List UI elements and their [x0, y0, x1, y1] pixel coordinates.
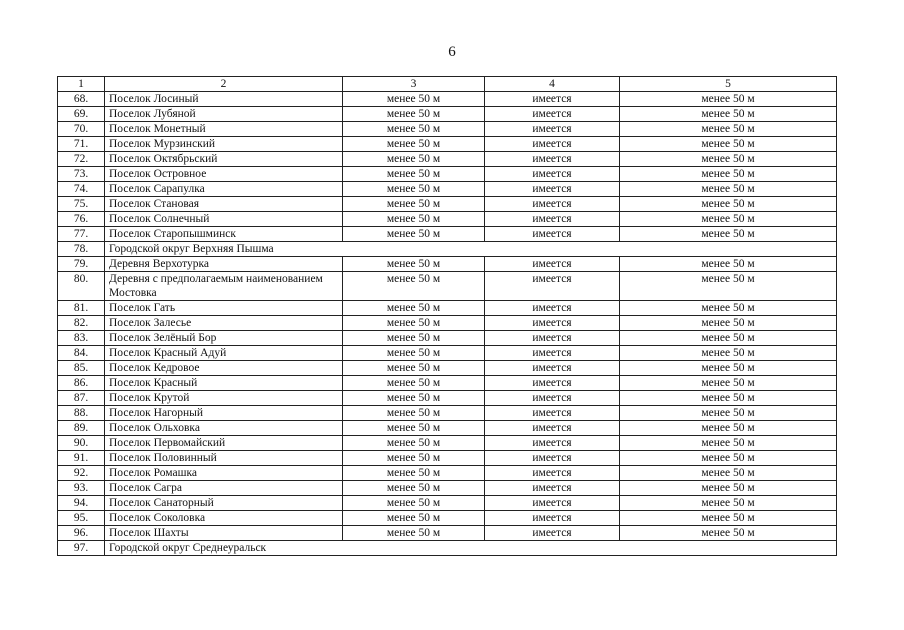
settlement-name-cell: Поселок Первомайский: [105, 436, 343, 451]
table-body: [58, 92, 837, 556]
availability-cell: имеется: [485, 167, 620, 182]
distance-cell: менее 50 м: [343, 92, 485, 107]
table-row: [58, 361, 837, 376]
row-number-cell: 71.: [58, 137, 105, 152]
availability-cell: имеется: [485, 436, 620, 451]
table-row: [58, 331, 837, 346]
distance-cell: менее 50 м: [343, 361, 485, 376]
table-row: [58, 436, 837, 451]
settlement-name-cell: Поселок Санаторный: [105, 496, 343, 511]
row-number-cell: 93.: [58, 481, 105, 496]
settlement-name-cell: Поселок Кедровое: [105, 361, 343, 376]
row-number-cell: 70.: [58, 122, 105, 137]
distance-cell: менее 50 м: [343, 421, 485, 436]
settlement-name-cell: Поселок Становая: [105, 197, 343, 212]
settlement-name-cell: Поселок Красный Адуй: [105, 346, 343, 361]
row-number-cell: 97.: [58, 541, 105, 556]
table-row: [58, 257, 837, 272]
distance-cell-2: менее 50 м: [620, 137, 837, 152]
distance-cell: менее 50 м: [343, 301, 485, 316]
distance-cell-2: менее 50 м: [620, 212, 837, 227]
distance-cell: менее 50 м: [343, 137, 485, 152]
table-row: [58, 182, 837, 197]
row-number-cell: 72.: [58, 152, 105, 167]
settlement-name-cell: Поселок Зелёный Бор: [105, 331, 343, 346]
distance-cell: менее 50 м: [343, 466, 485, 481]
distance-cell-2: менее 50 м: [620, 122, 837, 137]
settlement-name-cell: Поселок Октябрьский: [105, 152, 343, 167]
table-row: [58, 406, 837, 421]
availability-cell: имеется: [485, 391, 620, 406]
table-row: [58, 511, 837, 526]
availability-cell: имеется: [485, 152, 620, 167]
distance-cell-2: менее 50 м: [620, 466, 837, 481]
distance-cell: менее 50 м: [343, 376, 485, 391]
settlement-name-cell: Поселок Красный: [105, 376, 343, 391]
row-number-cell: 83.: [58, 331, 105, 346]
settlement-name-cell: Поселок Соколовка: [105, 511, 343, 526]
distance-cell-2: менее 50 м: [620, 227, 837, 242]
settlement-name-cell: Поселок Мурзинский: [105, 137, 343, 152]
table-row: [58, 526, 837, 541]
distance-cell-2: менее 50 м: [620, 316, 837, 331]
row-number-cell: 87.: [58, 391, 105, 406]
row-number-cell: 82.: [58, 316, 105, 331]
distance-cell-2: менее 50 м: [620, 361, 837, 376]
distance-cell-2: менее 50 м: [620, 346, 837, 361]
table-section-row: [58, 541, 837, 556]
table-row: [58, 496, 837, 511]
availability-cell: имеется: [485, 496, 620, 511]
row-number-cell: 73.: [58, 167, 105, 182]
settlement-name-cell: Деревня с предполагаемым наименованием Мостовка: [105, 272, 343, 301]
distance-cell: менее 50 м: [343, 227, 485, 242]
settlement-name-cell: Поселок Половинный: [105, 451, 343, 466]
row-number-cell: 86.: [58, 376, 105, 391]
table-row: [58, 122, 837, 137]
column-header: 3: [343, 77, 485, 92]
row-number-cell: 78.: [58, 242, 105, 257]
row-number-cell: 81.: [58, 301, 105, 316]
section-title-cell: Городской округ Среднеуральск: [105, 541, 837, 556]
availability-cell: имеется: [485, 481, 620, 496]
distance-cell: менее 50 м: [343, 496, 485, 511]
settlement-name-cell: Поселок Нагорный: [105, 406, 343, 421]
table-row: [58, 301, 837, 316]
table-row: [58, 346, 837, 361]
distance-cell: менее 50 м: [343, 212, 485, 227]
settlement-name-cell: Поселок Ромашка: [105, 466, 343, 481]
distance-cell: менее 50 м: [343, 316, 485, 331]
table-row: [58, 272, 837, 301]
distance-cell: менее 50 м: [343, 346, 485, 361]
table-row: [58, 316, 837, 331]
availability-cell: имеется: [485, 301, 620, 316]
table-row: [58, 212, 837, 227]
settlement-name-cell: Поселок Лубяной: [105, 107, 343, 122]
distance-cell: менее 50 м: [343, 391, 485, 406]
distance-cell-2: менее 50 м: [620, 511, 837, 526]
availability-cell: имеется: [485, 451, 620, 466]
table-row: [58, 481, 837, 496]
distance-cell: менее 50 м: [343, 451, 485, 466]
distance-cell-2: менее 50 м: [620, 152, 837, 167]
settlement-name-cell: Поселок Крутой: [105, 391, 343, 406]
table-row: [58, 92, 837, 107]
distance-cell-2: менее 50 м: [620, 496, 837, 511]
table-row: [58, 391, 837, 406]
distance-cell: менее 50 м: [343, 167, 485, 182]
table-row: [58, 466, 837, 481]
distance-cell-2: менее 50 м: [620, 107, 837, 122]
table-row: [58, 451, 837, 466]
settlement-name-cell: Поселок Монетный: [105, 122, 343, 137]
row-number-cell: 75.: [58, 197, 105, 212]
distance-cell: менее 50 м: [343, 511, 485, 526]
row-number-cell: 80.: [58, 272, 105, 301]
availability-cell: имеется: [485, 511, 620, 526]
distance-cell: менее 50 м: [343, 481, 485, 496]
availability-cell: имеется: [485, 331, 620, 346]
distance-cell: менее 50 м: [343, 107, 485, 122]
availability-cell: имеется: [485, 526, 620, 541]
availability-cell: имеется: [485, 122, 620, 137]
settlement-name-cell: Поселок Солнечный: [105, 212, 343, 227]
availability-cell: имеется: [485, 361, 620, 376]
settlement-name-cell: Поселок Старопышминск: [105, 227, 343, 242]
distance-cell-2: менее 50 м: [620, 197, 837, 212]
availability-cell: имеется: [485, 107, 620, 122]
row-number-cell: 90.: [58, 436, 105, 451]
row-number-cell: 88.: [58, 406, 105, 421]
distance-cell-2: менее 50 м: [620, 92, 837, 107]
table-row: [58, 197, 837, 212]
column-header: 1: [58, 77, 105, 92]
distance-cell-2: менее 50 м: [620, 481, 837, 496]
row-number-cell: 96.: [58, 526, 105, 541]
settlement-name-cell: Поселок Гать: [105, 301, 343, 316]
row-number-cell: 85.: [58, 361, 105, 376]
distance-cell: менее 50 м: [343, 331, 485, 346]
availability-cell: имеется: [485, 421, 620, 436]
distance-cell: менее 50 м: [343, 406, 485, 421]
settlement-name-cell: Деревня Верхотурка: [105, 257, 343, 272]
row-number-cell: 94.: [58, 496, 105, 511]
availability-cell: имеется: [485, 316, 620, 331]
distance-cell-2: менее 50 м: [620, 451, 837, 466]
table-row: [58, 421, 837, 436]
distance-cell: менее 50 м: [343, 152, 485, 167]
distance-cell-2: менее 50 м: [620, 391, 837, 406]
row-number-cell: 68.: [58, 92, 105, 107]
table-row: [58, 376, 837, 391]
row-number-cell: 95.: [58, 511, 105, 526]
distance-cell: менее 50 м: [343, 197, 485, 212]
distance-cell-2: менее 50 м: [620, 182, 837, 197]
settlement-name-cell: Поселок Сарапулка: [105, 182, 343, 197]
distance-cell-2: менее 50 м: [620, 421, 837, 436]
distance-cell-2: менее 50 м: [620, 301, 837, 316]
row-number-cell: 79.: [58, 257, 105, 272]
row-number-cell: 74.: [58, 182, 105, 197]
availability-cell: имеется: [485, 197, 620, 212]
distance-cell: менее 50 м: [343, 272, 485, 301]
row-number-cell: 92.: [58, 466, 105, 481]
availability-cell: имеется: [485, 406, 620, 421]
availability-cell: имеется: [485, 212, 620, 227]
distance-cell-2: менее 50 м: [620, 526, 837, 541]
distance-cell-2: менее 50 м: [620, 436, 837, 451]
column-header: 2: [105, 77, 343, 92]
distance-cell: менее 50 м: [343, 182, 485, 197]
availability-cell: имеется: [485, 346, 620, 361]
row-number-cell: 89.: [58, 421, 105, 436]
availability-cell: имеется: [485, 182, 620, 197]
row-number-cell: 77.: [58, 227, 105, 242]
table-section-row: [58, 242, 837, 257]
availability-cell: имеется: [485, 92, 620, 107]
settlements-table: [57, 76, 837, 556]
table-row: [58, 227, 837, 242]
distance-cell: менее 50 м: [343, 436, 485, 451]
distance-cell: менее 50 м: [343, 122, 485, 137]
distance-cell: менее 50 м: [343, 257, 485, 272]
section-title-cell: Городской округ Верхняя Пышма: [105, 242, 837, 257]
settlement-name-cell: Поселок Лосиный: [105, 92, 343, 107]
settlement-name-cell: Поселок Ольховка: [105, 421, 343, 436]
distance-cell-2: менее 50 м: [620, 406, 837, 421]
row-number-cell: 76.: [58, 212, 105, 227]
distance-cell-2: менее 50 м: [620, 257, 837, 272]
page-number: 6: [448, 44, 456, 60]
availability-cell: имеется: [485, 466, 620, 481]
column-header: 4: [485, 77, 620, 92]
availability-cell: имеется: [485, 137, 620, 152]
table-row: [58, 137, 837, 152]
settlement-name-cell: Поселок Сагра: [105, 481, 343, 496]
settlement-name-cell: Поселок Островное: [105, 167, 343, 182]
availability-cell: имеется: [485, 376, 620, 391]
table-row: [58, 107, 837, 122]
distance-cell-2: менее 50 м: [620, 376, 837, 391]
column-header: 5: [620, 77, 837, 92]
table-header-row: [58, 77, 837, 92]
availability-cell: имеется: [485, 257, 620, 272]
availability-cell: имеется: [485, 227, 620, 242]
settlement-name-cell: Поселок Залесье: [105, 316, 343, 331]
row-number-cell: 91.: [58, 451, 105, 466]
row-number-cell: 69.: [58, 107, 105, 122]
row-number-cell: 84.: [58, 346, 105, 361]
availability-cell: имеется: [485, 272, 620, 301]
distance-cell-2: менее 50 м: [620, 272, 837, 301]
distance-cell-2: менее 50 м: [620, 331, 837, 346]
table-row: [58, 152, 837, 167]
distance-cell-2: менее 50 м: [620, 167, 837, 182]
table-row: [58, 167, 837, 182]
settlement-name-cell: Поселок Шахты: [105, 526, 343, 541]
distance-cell: менее 50 м: [343, 526, 485, 541]
